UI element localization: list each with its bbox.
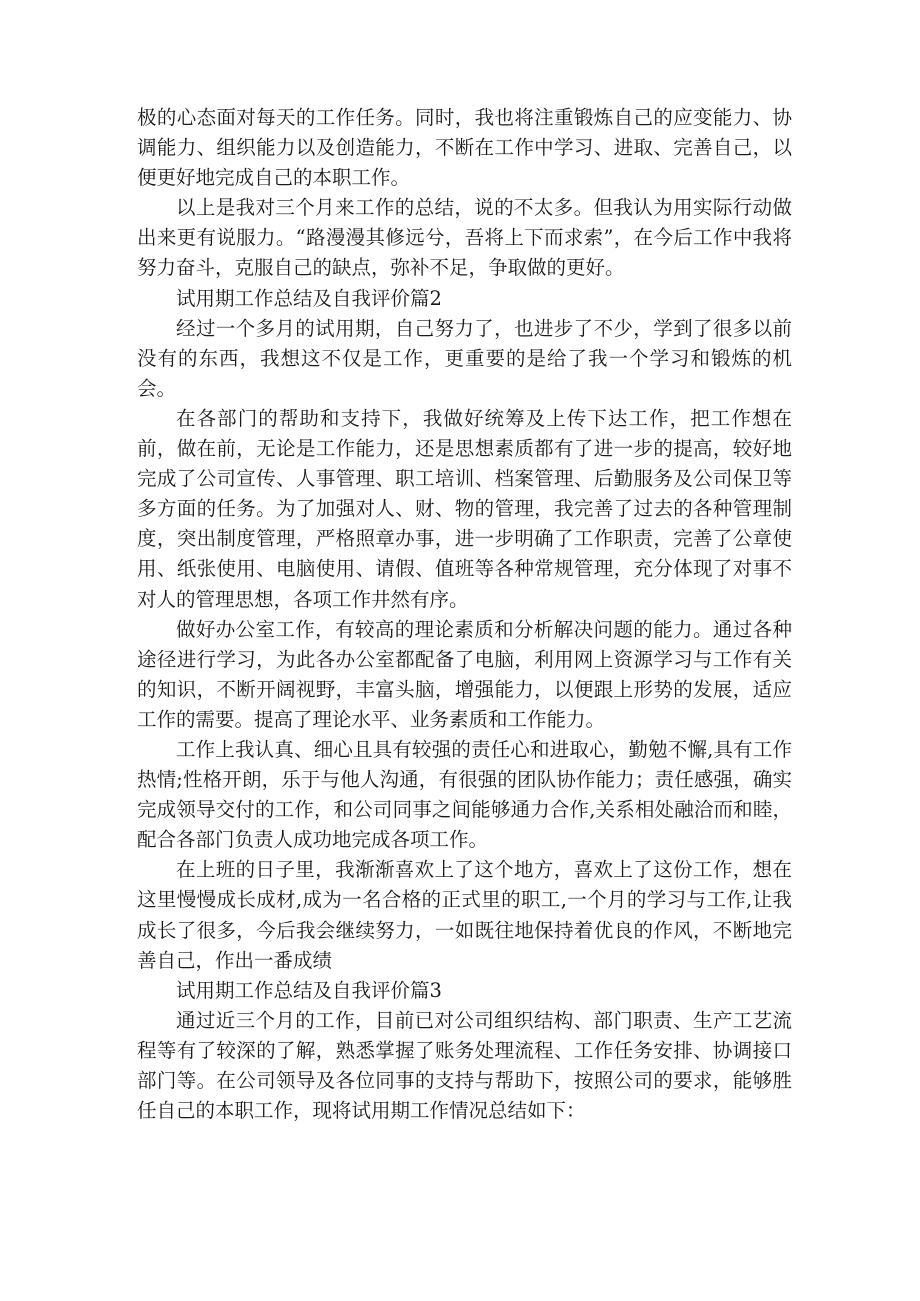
paragraph-growth: 在上班的日子里，我渐渐喜欢上了这个地方，喜欢上了这份工作，想在这里慢慢成长成材,成为一名合格的正式里的职工,一个月的学习与工作,让我成长了很多，今后我会继续努力，一如既往地保持着优良的作风，不断地完善自己，作出一番成绩 [137, 858, 792, 972]
paragraph-continuation: 极的心态面对每天的工作任务。同时，我也将注重锻炼自己的应变能力、协调能力、组织能力以及创造能力，不断在工作中学习、进取、完善自己，以便更好地完成自己的本职工作。 [137, 106, 792, 190]
paragraph-three-months: 通过近三个月的工作，目前已对公司组织结构、部门职责、生产工艺流程等有了较深的了解，熟悉掌握了账务处理流程、工作任务安排、协调接口部门等。在公司领导及各位同事的支持与帮助下，按照公司的要求，能够胜任自己的本职工作，现将试用期工作情况总结如下： [137, 1008, 792, 1123]
paragraph-office-work: 做好办公室工作，有较高的理论素质和分析解决问题的能力。通过各种途径进行学习，为此各办公室都配备了电脑，利用网上资源学习与工作有关的知识，不断开阔视野，丰富头脑，增强能力，以便跟上形势的发展，适应工作的需要。提高了理论水平、业务素质和工作能力。 [137, 617, 792, 731]
paragraph-trial-intro: 经过一个多月的试用期，自己努力了，也进步了不少，学到了很多以前没有的东西，我想这不仅是工作，更重要的是给了我一个学习和锻炼的机会。 [137, 316, 792, 400]
section-heading-3: 试用期工作总结及自我评价篇3 [176, 978, 442, 1002]
document-page [137, 103, 792, 1126]
section-heading-2: 试用期工作总结及自我评价篇2 [176, 286, 442, 310]
paragraph-department-support: 在各部门的帮助和支持下，我做好统筹及上传下达工作，把工作想在前，做在前，无论是工作能力，还是思想素质都有了进一步的提高，较好地完成了公司宣传、人事管理、职工培训、档案管理、后勤服务及公司保卫等多方面的任务。为了加强对人、财、物的管理，我完善了过去的各种管理制度，突出制度管理，严格照章办事，进一步明确了工作职责，完善了公章使用、纸张使用、电脑使用、请假、值班等各种常规管理，充分体现了对事不对人的管理思想，各项工作井然有序。 [137, 406, 792, 611]
paragraph-work-attitude: 工作上我认真、细心且具有较强的责任心和进取心，勤勉不懈,具有工作热情;性格开朗，乐于与他人沟通，有很强的团队协作能力；责任感强，确实完成领导交付的工作，和公司同事之间能够通力合作,关系相处融洽而和睦，配合各部门负责人成功地完成各项工作。 [137, 737, 792, 852]
paragraph-summary-closing: 以上是我对三个月来工作的总结，说的不太多。但我认为用实际行动做出来更有说服力。“路漫漫其修远兮，吾将上下而求索”，在今后工作中我将努力奋斗，克服自己的缺点，弥补不足，争取做的更好。 [137, 196, 792, 280]
